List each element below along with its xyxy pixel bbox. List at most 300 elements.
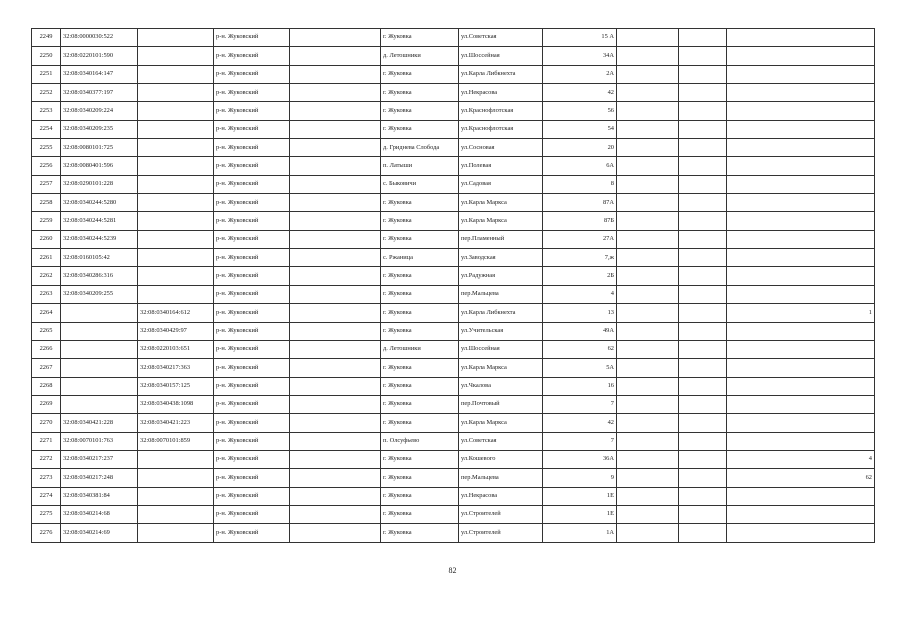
street-cell: ул.Карла Маркса (459, 359, 543, 377)
cadastral-number-cell (61, 322, 138, 340)
blank-cell (290, 47, 381, 65)
blank-cell (290, 304, 381, 322)
extra-cell-2 (679, 230, 727, 248)
street-cell: ул.Заводская (459, 249, 543, 267)
cadastral-number-2-cell: 32:08:0340217:363 (138, 359, 214, 377)
extra-cell-2 (679, 322, 727, 340)
blank-cell (290, 175, 381, 193)
district-cell: р-н. Жуковский (214, 230, 290, 248)
table-row (32, 432, 875, 450)
house-number-cell: 62 (543, 340, 617, 358)
blank-cell (290, 212, 381, 230)
extra-cell-1 (617, 414, 679, 432)
street-cell: ул.Чкалова (459, 377, 543, 395)
extra-cell-2 (679, 29, 727, 47)
extra-cell-1 (617, 304, 679, 322)
cadastral-number-2-cell (138, 84, 214, 102)
district-cell: р-н. Жуковский (214, 84, 290, 102)
cadastral-number-cell: 32:08:0000030:522 (61, 29, 138, 47)
blank-cell (290, 285, 381, 303)
cadastral-number-cell: 32:08:0340214:68 (61, 505, 138, 523)
row-number-cell: 2260 (32, 230, 61, 248)
street-cell: ул.Краснофлотская (459, 120, 543, 138)
district-cell: р-н. Жуковский (214, 377, 290, 395)
cadastral-number-cell (61, 359, 138, 377)
table-row (32, 377, 875, 395)
extra-cell-2 (679, 84, 727, 102)
district-cell: р-н. Жуковский (214, 487, 290, 505)
table-row (32, 230, 875, 248)
row-number-cell: 2266 (32, 340, 61, 358)
extra-cell-2 (679, 194, 727, 212)
blank-cell (290, 524, 381, 542)
street-cell: ул.Кошевого (459, 450, 543, 468)
street-cell: пер.Мальцева (459, 469, 543, 487)
extra-cell-3 (727, 230, 875, 248)
extra-cell-3 (727, 194, 875, 212)
cadastral-number-2-cell (138, 249, 214, 267)
cadastral-number-2-cell (138, 157, 214, 175)
street-cell: ул.Строителей (459, 524, 543, 542)
extra-cell-1 (617, 505, 679, 523)
registry-sheet (31, 28, 875, 543)
district-cell: р-н. Жуковский (214, 65, 290, 83)
row-number-cell: 2259 (32, 212, 61, 230)
extra-cell-2 (679, 157, 727, 175)
street-cell: ул.Сосновая (459, 139, 543, 157)
house-number-cell: 87А (543, 194, 617, 212)
cadastral-number-2-cell (138, 29, 214, 47)
extra-cell-3 (727, 102, 875, 120)
blank-cell (290, 249, 381, 267)
extra-cell-2 (679, 120, 727, 138)
locality-cell: г. Жуковка (381, 487, 459, 505)
house-number-cell: 27А (543, 230, 617, 248)
street-cell: ул.Радужная (459, 267, 543, 285)
locality-cell: г. Жуковка (381, 304, 459, 322)
blank-cell (290, 84, 381, 102)
extra-cell-1 (617, 432, 679, 450)
blank-cell (290, 450, 381, 468)
cadastral-number-2-cell (138, 524, 214, 542)
table-row (32, 65, 875, 83)
house-number-cell: 4 (543, 285, 617, 303)
locality-cell: г. Жуковка (381, 65, 459, 83)
district-cell: р-н. Жуковский (214, 102, 290, 120)
row-number-cell: 2251 (32, 65, 61, 83)
street-cell: ул.Карла Маркса (459, 194, 543, 212)
cadastral-number-2-cell: 32:08:0340157:125 (138, 377, 214, 395)
blank-cell (290, 505, 381, 523)
row-number-cell: 2270 (32, 414, 61, 432)
locality-cell: п. Латыши (381, 157, 459, 175)
house-number-cell: 2А (543, 65, 617, 83)
street-cell: пер.Мальцева (459, 285, 543, 303)
locality-cell: г. Жуковка (381, 230, 459, 248)
extra-cell-2 (679, 450, 727, 468)
extra-cell-2 (679, 175, 727, 193)
street-cell: ул.Карла Маркса (459, 414, 543, 432)
locality-cell: д. Летошники (381, 340, 459, 358)
extra-cell-3: 62 (727, 469, 875, 487)
blank-cell (290, 469, 381, 487)
locality-cell: г. Жуковка (381, 29, 459, 47)
locality-cell: г. Жуковка (381, 414, 459, 432)
cadastral-number-cell (61, 395, 138, 413)
district-cell: р-н. Жуковский (214, 29, 290, 47)
locality-cell: г. Жуковка (381, 450, 459, 468)
extra-cell-3 (727, 414, 875, 432)
table-row (32, 359, 875, 377)
row-number-cell: 2250 (32, 47, 61, 65)
extra-cell-2 (679, 249, 727, 267)
street-cell: пер.Почтовый (459, 395, 543, 413)
page-number: 82 (448, 566, 457, 575)
extra-cell-3 (727, 340, 875, 358)
district-cell: р-н. Жуковский (214, 120, 290, 138)
house-number-cell: 42 (543, 84, 617, 102)
cadastral-number-2-cell (138, 505, 214, 523)
table-row (32, 395, 875, 413)
extra-cell-3 (727, 157, 875, 175)
house-number-cell: 13 (543, 304, 617, 322)
table-row (32, 29, 875, 47)
street-cell: ул.Краснофлотская (459, 102, 543, 120)
district-cell: р-н. Жуковский (214, 432, 290, 450)
blank-cell (290, 230, 381, 248)
street-cell: ул.Советская (459, 432, 543, 450)
row-number-cell: 2271 (32, 432, 61, 450)
extra-cell-3 (727, 432, 875, 450)
extra-cell-3 (727, 47, 875, 65)
blank-cell (290, 377, 381, 395)
district-cell: р-н. Жуковский (214, 469, 290, 487)
table-row (32, 139, 875, 157)
extra-cell-2 (679, 267, 727, 285)
street-cell: ул.Карла Маркса (459, 212, 543, 230)
cadastral-number-cell (61, 377, 138, 395)
district-cell: р-н. Жуковский (214, 267, 290, 285)
extra-cell-1 (617, 249, 679, 267)
row-number-cell: 2252 (32, 84, 61, 102)
extra-cell-2 (679, 285, 727, 303)
extra-cell-3 (727, 212, 875, 230)
extra-cell-2 (679, 359, 727, 377)
row-number-cell: 2276 (32, 524, 61, 542)
extra-cell-3 (727, 524, 875, 542)
cadastral-number-cell: 32:08:0340244:5281 (61, 212, 138, 230)
extra-cell-1 (617, 267, 679, 285)
table-row (32, 157, 875, 175)
locality-cell: д. Гриднева Слобода (381, 139, 459, 157)
extra-cell-2 (679, 102, 727, 120)
table-row (32, 505, 875, 523)
registry-table (31, 28, 875, 543)
house-number-cell: 56 (543, 102, 617, 120)
cadastral-number-2-cell (138, 194, 214, 212)
cadastral-number-cell: 32:08:0340214:69 (61, 524, 138, 542)
row-number-cell: 2249 (32, 29, 61, 47)
extra-cell-1 (617, 102, 679, 120)
cadastral-number-2-cell (138, 175, 214, 193)
extra-cell-2 (679, 505, 727, 523)
row-number-cell: 2265 (32, 322, 61, 340)
row-number-cell: 2261 (32, 249, 61, 267)
cadastral-number-cell: 32:08:0340209:224 (61, 102, 138, 120)
locality-cell: г. Жуковка (381, 524, 459, 542)
blank-cell (290, 487, 381, 505)
blank-cell (290, 322, 381, 340)
extra-cell-2 (679, 414, 727, 432)
cadastral-number-2-cell (138, 230, 214, 248)
extra-cell-3 (727, 487, 875, 505)
house-number-cell: 15 А (543, 29, 617, 47)
table-row (32, 102, 875, 120)
street-cell: ул.Карла Либкнехта (459, 65, 543, 83)
district-cell: р-н. Жуковский (214, 175, 290, 193)
registry-rows (32, 29, 875, 543)
house-number-cell: 36А (543, 450, 617, 468)
house-number-cell: 2Б (543, 267, 617, 285)
cadastral-number-cell: 32:08:0340421:228 (61, 414, 138, 432)
table-row (32, 322, 875, 340)
extra-cell-2 (679, 432, 727, 450)
row-number-cell: 2269 (32, 395, 61, 413)
extra-cell-2 (679, 377, 727, 395)
extra-cell-1 (617, 84, 679, 102)
locality-cell: г. Жуковка (381, 395, 459, 413)
table-row (32, 487, 875, 505)
row-number-cell: 2267 (32, 359, 61, 377)
blank-cell (290, 157, 381, 175)
table-row (32, 120, 875, 138)
extra-cell-3 (727, 359, 875, 377)
cadastral-number-cell: 32:08:0340377:197 (61, 84, 138, 102)
row-number-cell: 2275 (32, 505, 61, 523)
blank-cell (290, 432, 381, 450)
street-cell: ул.Строителей (459, 505, 543, 523)
row-number-cell: 2264 (32, 304, 61, 322)
house-number-cell: 16 (543, 377, 617, 395)
district-cell: р-н. Жуковский (214, 340, 290, 358)
district-cell: р-н. Жуковский (214, 249, 290, 267)
extra-cell-3 (727, 139, 875, 157)
blank-cell (290, 102, 381, 120)
blank-cell (290, 414, 381, 432)
extra-cell-1 (617, 469, 679, 487)
cadastral-number-cell (61, 304, 138, 322)
cadastral-number-2-cell (138, 120, 214, 138)
house-number-cell: 20 (543, 139, 617, 157)
extra-cell-2 (679, 469, 727, 487)
cadastral-number-cell: 32:08:0340286:316 (61, 267, 138, 285)
cadastral-number-2-cell: 32:08:0220103:651 (138, 340, 214, 358)
extra-cell-3: 1 (727, 304, 875, 322)
extra-cell-1 (617, 120, 679, 138)
extra-cell-1 (617, 157, 679, 175)
house-number-cell: 7,ж (543, 249, 617, 267)
blank-cell (290, 340, 381, 358)
extra-cell-3 (727, 249, 875, 267)
extra-cell-2 (679, 47, 727, 65)
extra-cell-1 (617, 285, 679, 303)
row-number-cell: 2258 (32, 194, 61, 212)
locality-cell: д. Летошники (381, 47, 459, 65)
district-cell: р-н. Жуковский (214, 285, 290, 303)
row-number-cell: 2268 (32, 377, 61, 395)
blank-cell (290, 395, 381, 413)
blank-cell (290, 194, 381, 212)
extra-cell-3: 4 (727, 450, 875, 468)
locality-cell: г. Жуковка (381, 359, 459, 377)
table-row (32, 212, 875, 230)
table-row (32, 267, 875, 285)
district-cell: р-н. Жуковский (214, 359, 290, 377)
district-cell: р-н. Жуковский (214, 395, 290, 413)
table-row (32, 194, 875, 212)
extra-cell-2 (679, 340, 727, 358)
locality-cell: г. Жуковка (381, 194, 459, 212)
house-number-cell: 7 (543, 395, 617, 413)
street-cell: ул.Шоссейная (459, 47, 543, 65)
street-cell: ул.Некрасова (459, 487, 543, 505)
row-number-cell: 2273 (32, 469, 61, 487)
extra-cell-2 (679, 65, 727, 83)
row-number-cell: 2262 (32, 267, 61, 285)
cadastral-number-2-cell (138, 47, 214, 65)
cadastral-number-2-cell (138, 469, 214, 487)
house-number-cell: 1Е (543, 487, 617, 505)
row-number-cell: 2256 (32, 157, 61, 175)
cadastral-number-2-cell (138, 65, 214, 83)
street-cell: ул.Учительская (459, 322, 543, 340)
locality-cell: г. Жуковка (381, 285, 459, 303)
locality-cell: г. Жуковка (381, 267, 459, 285)
district-cell: р-н. Жуковский (214, 505, 290, 523)
extra-cell-3 (727, 29, 875, 47)
blank-cell (290, 29, 381, 47)
extra-cell-1 (617, 47, 679, 65)
blank-cell (290, 65, 381, 83)
row-number-cell: 2257 (32, 175, 61, 193)
locality-cell: п. Олсуфьево (381, 432, 459, 450)
cadastral-number-2-cell: 32:08:0340421:223 (138, 414, 214, 432)
house-number-cell: 1Е (543, 505, 617, 523)
table-row (32, 285, 875, 303)
district-cell: р-н. Жуковский (214, 47, 290, 65)
table-row (32, 450, 875, 468)
extra-cell-3 (727, 84, 875, 102)
extra-cell-1 (617, 377, 679, 395)
locality-cell: г. Жуковка (381, 84, 459, 102)
locality-cell: с. Быковичи (381, 175, 459, 193)
house-number-cell: 42 (543, 414, 617, 432)
locality-cell: г. Жуковка (381, 377, 459, 395)
locality-cell: г. Жуковка (381, 212, 459, 230)
house-number-cell: 5А (543, 359, 617, 377)
house-number-cell: 34А (543, 47, 617, 65)
cadastral-number-2-cell: 32:08:0340164:612 (138, 304, 214, 322)
cadastral-number-cell: 32:08:0340209:255 (61, 285, 138, 303)
cadastral-number-cell: 32:08:0080101:725 (61, 139, 138, 157)
table-row (32, 249, 875, 267)
extra-cell-2 (679, 212, 727, 230)
extra-cell-1 (617, 230, 679, 248)
cadastral-number-2-cell: 32:08:0340438:1098 (138, 395, 214, 413)
house-number-cell: 1А (543, 524, 617, 542)
street-cell: ул.Садовая (459, 175, 543, 193)
row-number-cell: 2254 (32, 120, 61, 138)
extra-cell-1 (617, 212, 679, 230)
cadastral-number-2-cell (138, 212, 214, 230)
district-cell: р-н. Жуковский (214, 157, 290, 175)
cadastral-number-2-cell: 32:08:0070101:859 (138, 432, 214, 450)
house-number-cell: 9 (543, 469, 617, 487)
district-cell: р-н. Жуковский (214, 212, 290, 230)
cadastral-number-cell: 32:08:0340217:237 (61, 450, 138, 468)
extra-cell-3 (727, 267, 875, 285)
extra-cell-1 (617, 524, 679, 542)
blank-cell (290, 120, 381, 138)
locality-cell: г. Жуковка (381, 322, 459, 340)
extra-cell-1 (617, 395, 679, 413)
table-row (32, 84, 875, 102)
district-cell: р-н. Жуковский (214, 524, 290, 542)
extra-cell-3 (727, 395, 875, 413)
locality-cell: г. Жуковка (381, 120, 459, 138)
extra-cell-3 (727, 322, 875, 340)
locality-cell: с. Ржаница (381, 249, 459, 267)
extra-cell-2 (679, 139, 727, 157)
table-row (32, 469, 875, 487)
cadastral-number-cell: 32:08:0290101:228 (61, 175, 138, 193)
district-cell: р-н. Жуковский (214, 414, 290, 432)
extra-cell-2 (679, 524, 727, 542)
table-row (32, 340, 875, 358)
cadastral-number-cell: 32:08:0340209:235 (61, 120, 138, 138)
cadastral-number-2-cell (138, 285, 214, 303)
extra-cell-3 (727, 505, 875, 523)
house-number-cell: 87Б (543, 212, 617, 230)
street-cell: пер.Пламенный (459, 230, 543, 248)
extra-cell-1 (617, 194, 679, 212)
cadastral-number-cell: 32:08:0340244:5239 (61, 230, 138, 248)
extra-cell-1 (617, 322, 679, 340)
cadastral-number-2-cell (138, 450, 214, 468)
row-number-cell: 2263 (32, 285, 61, 303)
street-cell: ул.Полевая (459, 157, 543, 175)
table-row (32, 175, 875, 193)
extra-cell-3 (727, 285, 875, 303)
house-number-cell: 8 (543, 175, 617, 193)
blank-cell (290, 267, 381, 285)
district-cell: р-н. Жуковский (214, 194, 290, 212)
extra-cell-1 (617, 29, 679, 47)
extra-cell-3 (727, 377, 875, 395)
district-cell: р-н. Жуковский (214, 304, 290, 322)
extra-cell-1 (617, 139, 679, 157)
cadastral-number-cell: 32:08:0080401:596 (61, 157, 138, 175)
cadastral-number-2-cell: 32:08:0340429:97 (138, 322, 214, 340)
house-number-cell: 49А (543, 322, 617, 340)
row-number-cell: 2274 (32, 487, 61, 505)
cadastral-number-2-cell (138, 102, 214, 120)
table-row (32, 414, 875, 432)
table-row (32, 304, 875, 322)
cadastral-number-2-cell (138, 267, 214, 285)
house-number-cell: 54 (543, 120, 617, 138)
row-number-cell: 2255 (32, 139, 61, 157)
